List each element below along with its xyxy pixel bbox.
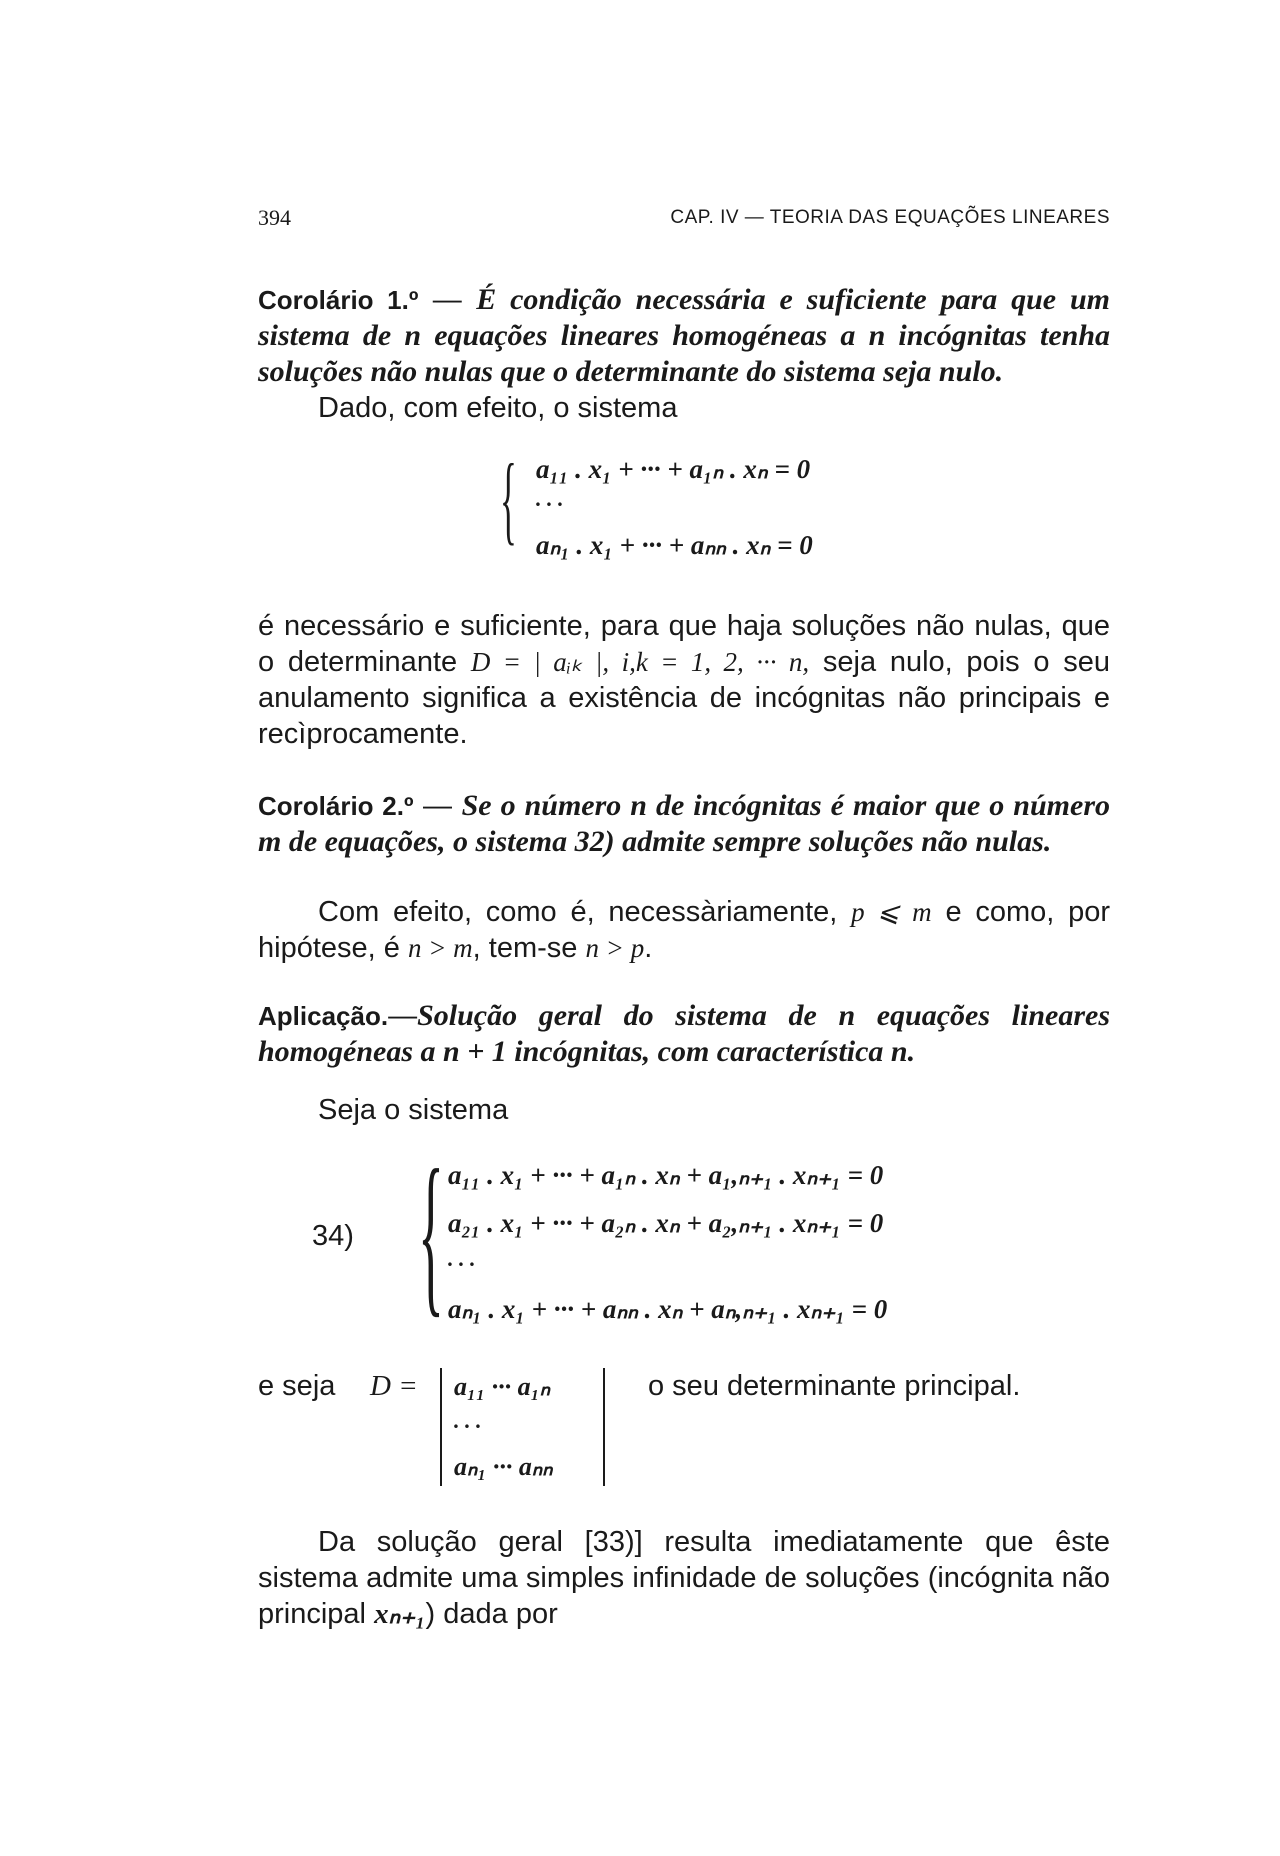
chapter-title: CAP. IV — TEORIA DAS EQUAÇÕES LINEARES <box>670 207 1110 228</box>
system-equation-1: a₁₁ . x₁ + ··· + a₁ₙ . xₙ = 0 <box>536 454 811 484</box>
system-34-row-1: a₁₁ . x₁ + ··· + a₁ₙ . xₙ + a₁,ₙ₊₁ . xₙ₊₁ = 0 <box>448 1160 884 1190</box>
proof-text-b: e como, por hipótese, é <box>258 896 1110 964</box>
inequality-n-m: n > m <box>407 933 473 963</box>
proof-text-a: é necessário e suficiente, para que haja soluções não nulas, que o determinante <box>258 610 1110 678</box>
homogeneous-system <box>500 443 900 572</box>
system-brace: { <box>500 443 517 554</box>
proof-text-b: seja nulo, pois o seu anulamento significa a existência de incógnitas não principais e recìprocamente. <box>258 646 1110 750</box>
general-solution-paragraph <box>258 1524 1110 1632</box>
inequality-n-p: n > p <box>585 933 645 963</box>
determinant-right-bar <box>603 1368 605 1486</box>
corollary-2-statement: Se o número n de incógnitas é maior que o número m de equações, o sistema 32) admite sempre soluções não nulas. <box>258 789 1110 858</box>
corollary-2 <box>258 788 1110 860</box>
determinant-dots: . . . <box>454 1408 482 1433</box>
application <box>258 998 1110 1070</box>
corollary-2-dash: — <box>413 790 462 822</box>
determinant-expression: D = | aᵢₖ |, i,k = 1, 2, ··· n, <box>470 647 810 677</box>
corollary-1-dash: — <box>418 284 477 316</box>
application-intro: Seja o sistema <box>318 1094 509 1126</box>
proof-text-c: , tem-se <box>472 932 578 964</box>
non-principal-unknown: xₙ₊₁ <box>374 1598 426 1630</box>
corollary-1-intro: Dado, com efeito, o sistema <box>318 392 678 424</box>
principal-determinant <box>258 1368 1110 1488</box>
application-dash: — <box>388 1000 418 1032</box>
corollary-2-label: Corolário 2.º <box>258 791 414 821</box>
page-number: 394 <box>258 205 291 230</box>
determinant-row-n: aₙ₁ ··· aₙₙ <box>454 1452 553 1481</box>
determinant-row-1: a₁₁ ··· a₁ₙ <box>454 1372 551 1401</box>
determinant-description: o seu determinante principal. <box>648 1370 1021 1402</box>
system-equation-n: aₙ₁ . x₁ + ··· + aₙₙ . xₙ = 0 <box>536 530 813 560</box>
system-dots: . . . <box>536 486 564 511</box>
equation-number: 34) <box>312 1220 354 1252</box>
system-34-row-n: aₙ₁ . x₁ + ··· + aₙₙ . xₙ + aₙ,ₙ₊₁ . xₙ₊₁ = 0 <box>448 1294 888 1324</box>
corollary-1-statement: É condição necessária e suficiente para que um sistema de n equações lineares homogéneas a n incógnitas tenha soluções não nulas que o determinante do sistema seja nulo. <box>258 283 1110 388</box>
system-34 <box>258 1133 1058 1332</box>
proof-end: . <box>644 932 653 964</box>
page-header <box>258 205 1110 235</box>
system-34-dots: . . . <box>448 1246 476 1271</box>
final-text-b: ) dada por <box>425 1598 558 1630</box>
determinant-label: D = <box>370 1370 418 1402</box>
corollary-2-proof <box>258 894 1110 966</box>
e-seja-text: e seja <box>258 1370 336 1402</box>
corollary-1-label: Corolário 1.º <box>258 285 419 315</box>
corollary-1-proof <box>258 608 1110 752</box>
system-34-row-2: a₂₁ . x₁ + ··· + a₂ₙ . xₙ + a₂,ₙ₊₁ . xₙ₊₁ = 0 <box>448 1208 884 1238</box>
corollary-1 <box>258 282 1110 390</box>
inequality-p-m: p ⩽ m <box>851 897 932 927</box>
final-text-a: Da solução geral [33)] resulta imediatamente que êste sistema admite uma simples infinidade de soluções (incógnita não principal <box>258 1526 1110 1630</box>
system-34-brace: { <box>418 1133 444 1332</box>
application-label: Aplicação. <box>258 1001 389 1031</box>
proof-text-a: Com efeito, como é, necessàriamente, <box>318 896 838 928</box>
determinant-left-bar <box>440 1368 442 1486</box>
application-statement: Solução geral do sistema de n equações lineares homogéneas a n + 1 incógnitas, com característica n. <box>258 999 1110 1068</box>
